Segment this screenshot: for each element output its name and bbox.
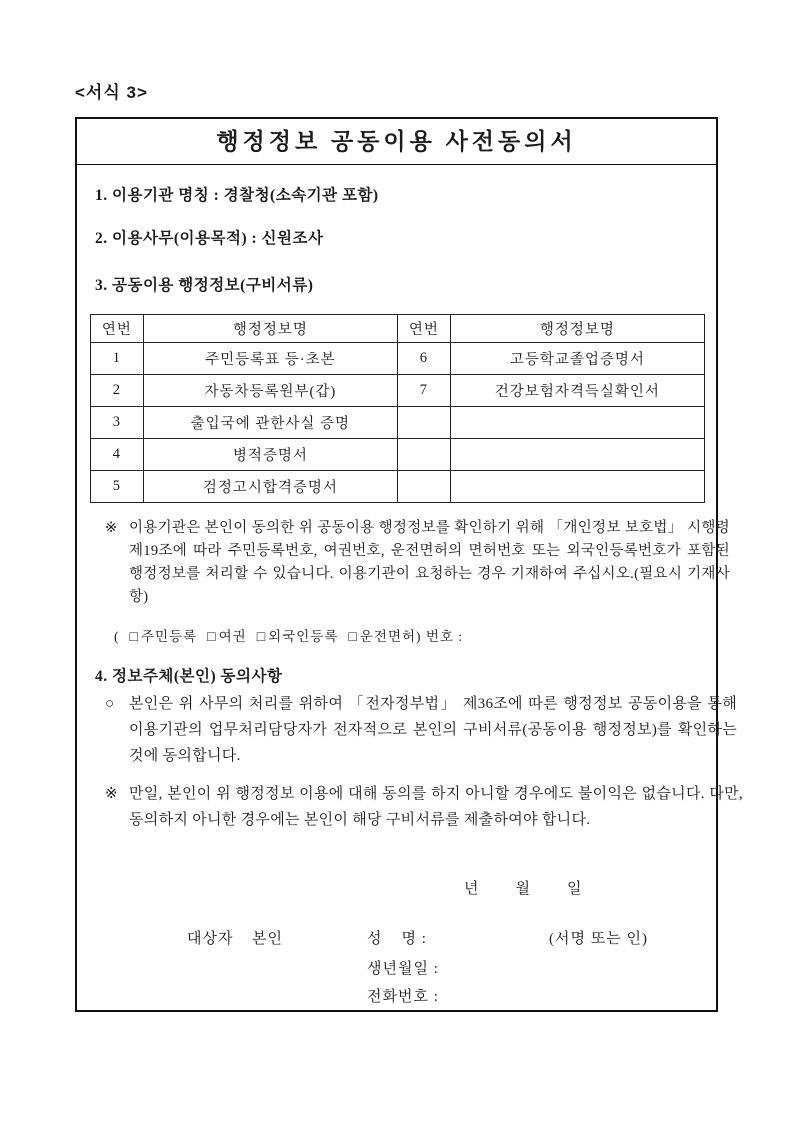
table-cell: 3 [91, 407, 144, 439]
checkbox-label-resident-registration: 주민등록 [140, 629, 198, 644]
table-cell: 건강보험자격득실확인서 [450, 375, 704, 407]
subject-label: 대상자 [187, 931, 234, 947]
table-row [91, 439, 705, 471]
table-cell: 자동차등록원부(갑) [143, 375, 397, 407]
table-cell: 병적증명서 [143, 439, 397, 471]
note-disclaimer [105, 781, 743, 833]
number-field-label: ) 번호 : [416, 629, 464, 644]
birth-date-field-label: 생년월일 : [367, 961, 439, 977]
table-cell [397, 439, 450, 471]
table-cell [397, 407, 450, 439]
table-cell: 4 [91, 439, 144, 471]
table-cell: 출입국에 관한사실 증명 [143, 407, 397, 439]
note-marker: ※ [105, 786, 118, 802]
section-heading-consent: 4. 정보주체(본인) 동의사항 [95, 668, 283, 685]
table-cell: 고등학교졸업증명서 [450, 343, 704, 375]
table-row [91, 407, 705, 439]
section-heading-shared-info: 3. 공동이용 행정정보(구비서류) [95, 277, 314, 294]
table-cell: 6 [397, 343, 450, 375]
document-title: 행정정보 공동이용 사전동의서 [77, 119, 716, 165]
table-row [91, 375, 705, 407]
note-disclaimer-text: 만일, 본인이 위 행정정보 이용에 대해 동의를 하지 아니할 경우에도 불이익은 없습니다. 다만, 동의하지 아니한 경우에는 본인이 해당 구비서류를 제출하여야 합니다. [129, 786, 743, 828]
table-cell: 1 [91, 343, 144, 375]
consent-bullet: ○ [105, 696, 115, 712]
column-header-no-left: 연번 [91, 315, 144, 343]
checkbox-driver-license-icon[interactable]: □ [348, 630, 358, 645]
date-year-label: 년 [464, 881, 480, 897]
consent-statement-text: 본인은 위 사무의 처리를 위하여 「전자정부법」 제36조에 따른 행정정보 공동이용을 통해 이용기관의 업무처리담당자가 전자적으로 본인의 구비서류(공동이용 행정정보)를 확인하는 것에 동의합니다. [129, 696, 737, 764]
table-cell: 검정고시합격증명서 [143, 471, 397, 503]
signature-or-seal-note: (서명 또는 인) [549, 931, 648, 947]
table-cell [450, 407, 704, 439]
table-cell: 5 [91, 471, 144, 503]
note-privacy-law [105, 517, 730, 609]
checkbox-foreigner-registration-icon[interactable]: □ [256, 630, 267, 645]
column-header-name-right: 행정정보명 [450, 315, 704, 343]
table-cell [450, 471, 704, 503]
date-day-label: 일 [567, 881, 583, 897]
paren-open: ( [114, 629, 120, 644]
consent-statement [105, 691, 737, 769]
checkbox-resident-registration-icon[interactable]: □ [129, 630, 139, 645]
phone-number-field-label: 전화번호 : [367, 989, 439, 1005]
checkbox-label-passport: 여권 [218, 629, 247, 644]
info-table [90, 314, 705, 503]
signature-block [77, 927, 716, 1011]
table-row [91, 343, 705, 375]
checkbox-label-foreigner-registration: 외국인등록 [268, 629, 339, 644]
column-header-name-left: 행정정보명 [143, 315, 397, 343]
table-cell: 주민등록표 등·초본 [143, 343, 397, 375]
table-cell: 2 [91, 375, 144, 407]
date-month-label: 월 [515, 881, 531, 897]
table-cell [397, 471, 450, 503]
table-cell [450, 439, 704, 471]
name-field-label: 성 명 : [367, 931, 427, 947]
note-privacy-law-text: 이용기관은 본인이 동의한 위 공동이용 행정정보를 확인하기 위해 「개인정보 보호법」 시행령 제19조에 따라 주민등록번호, 여권번호, 운전면허의 면허번호 또는 외국인등록번호가 포함된 행정정보를 처리할 수 있습니다. 이용기관이 요청하는 경우 기재하여 주십시오.(필요시 기재사항) [129, 520, 730, 605]
id-number-check-line [114, 625, 463, 646]
table-row [91, 471, 705, 503]
section-heading-purpose: 2. 이용사무(이용목적) : 신원조사 [95, 230, 324, 247]
table-cell: 7 [397, 375, 450, 407]
checkbox-label-driver-license: 운전면허 [359, 629, 417, 644]
column-header-no-right: 연번 [397, 315, 450, 343]
consent-form [75, 117, 743, 1012]
date-line [464, 877, 583, 898]
subject-value: 본인 [252, 931, 283, 947]
table-header-row [91, 315, 705, 343]
section-heading-institution: 1. 이용기관 명칭 : 경찰청(소속기관 포함) [95, 187, 379, 204]
note-marker: ※ [105, 520, 118, 536]
checkbox-passport-icon[interactable]: □ [207, 630, 217, 645]
form-number-label: <서식 3> [75, 83, 148, 102]
